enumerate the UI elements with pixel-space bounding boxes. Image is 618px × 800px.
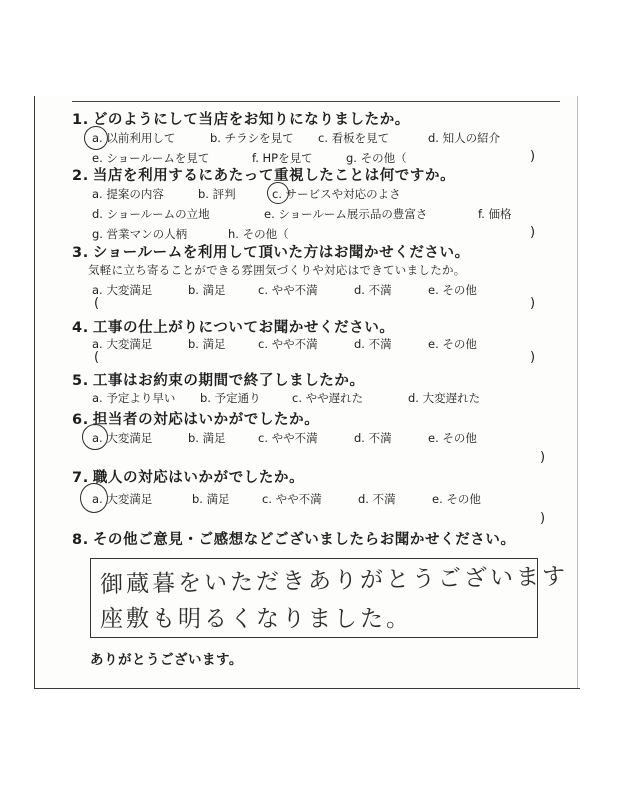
q7-number: 7.	[72, 470, 89, 486]
q5-option-c[interactable]: c. やや遅れた	[292, 391, 364, 405]
q1-option-a[interactable]: a. 以前利用して	[92, 131, 176, 145]
q3-option-b[interactable]: b. 満足	[188, 283, 226, 297]
q6-heading	[72, 408, 319, 429]
q2-option-a[interactable]: a. 提案の内容	[92, 187, 164, 201]
q1-option-b[interactable]: b. チラシを見て	[210, 131, 294, 145]
q4-option-d[interactable]: d. 不満	[354, 337, 392, 351]
q4-option-b[interactable]: b. 満足	[188, 337, 226, 351]
q3-open-paren: (	[94, 296, 100, 311]
q6-text: 担当者の対応はいかがでしたか。	[92, 412, 320, 428]
q2-option-f[interactable]: f. 価格	[478, 207, 512, 221]
q4-option-a[interactable]: a. 大変満足	[92, 337, 153, 351]
q5-option-b[interactable]: b. 予定通り	[200, 391, 261, 405]
q3-heading	[72, 241, 470, 262]
q5-text: 工事はお約束の期間で終了しましたか。	[92, 373, 365, 389]
q5-option-d[interactable]: d. 大変遅れた	[408, 391, 481, 405]
q1-text: どのようにして当店をお知りになりましたか。	[92, 112, 410, 128]
q8-number: 8.	[72, 532, 89, 548]
q8-text: その他ご意見・ご感想などございましたらお聞かせください。	[92, 532, 516, 548]
q4-heading	[72, 316, 395, 337]
q2-option-d[interactable]: d. ショールームの立地	[92, 207, 210, 221]
q2-number: 2.	[72, 168, 89, 184]
q1-option-e[interactable]: e. ショールームを見て	[92, 151, 210, 165]
q5-number: 5.	[72, 373, 89, 389]
q1-answer-circle	[84, 126, 108, 150]
q1-option-g[interactable]: g. その他（	[346, 151, 407, 165]
q6-option-c[interactable]: c. やや不満	[258, 431, 318, 445]
q7-option-d[interactable]: d. 不満	[358, 492, 396, 506]
q1-close-paren: )	[530, 149, 536, 164]
q4-option-e[interactable]: e. その他	[428, 337, 477, 351]
q2-close-paren: )	[530, 225, 536, 240]
q3-option-d[interactable]: d. 不満	[354, 283, 392, 297]
q4-option-c[interactable]: c. やや不満	[258, 337, 318, 351]
q7-option-c[interactable]: c. やや不満	[262, 492, 322, 506]
q6-option-b[interactable]: b. 満足	[188, 431, 226, 445]
q7-close-paren: )	[540, 511, 546, 526]
q5-heading	[72, 369, 365, 390]
q3-text: ショールームを利用して頂いた方はお聞かせください。	[92, 245, 470, 261]
q1-option-f[interactable]: f. HPを見て	[252, 151, 313, 165]
q2-answer-circle	[267, 182, 289, 204]
q7-option-e[interactable]: e. その他	[432, 492, 481, 506]
q1-number: 1.	[72, 112, 89, 128]
q3-option-e[interactable]: e. その他	[428, 283, 477, 297]
q3-subtext: 気軽に立ち寄ることができる雰囲気づくりや対応はできていましたか。	[88, 263, 466, 277]
q4-number: 4.	[72, 320, 89, 336]
q6-option-a[interactable]: a. 大変満足	[92, 431, 153, 445]
q2-option-h[interactable]: h. その他（	[228, 227, 289, 241]
q2-text: 当店を利用するにあたって重視したことは何ですか。	[92, 168, 456, 184]
q2-heading	[72, 164, 455, 185]
q4-text: 工事の仕上がりについてお聞かせください。	[92, 320, 395, 336]
q7-text: 職人の対応はいかがでしたか。	[92, 470, 305, 486]
q3-option-a[interactable]: a. 大変満足	[92, 283, 153, 297]
q8-heading	[72, 528, 516, 549]
q2-option-b[interactable]: b. 評判	[198, 187, 236, 201]
sheet-right-edge	[577, 96, 578, 688]
q1-option-c[interactable]: c. 看板を見て	[318, 131, 390, 145]
q1-heading	[72, 108, 410, 129]
q3-close-paren: )	[530, 296, 536, 311]
q7-option-b[interactable]: b. 満足	[192, 492, 230, 506]
handwritten-comment-line1: 御蔵暮をいただきありがとうございます	[99, 563, 569, 599]
q3-option-c[interactable]: c. やや不満	[258, 283, 318, 297]
q2-option-e[interactable]: e. ショールーム展示品の豊富さ	[264, 207, 428, 221]
top-rule	[72, 101, 560, 102]
q4-close-paren: )	[530, 350, 536, 365]
closing-thanks: ありがとうございます。	[90, 652, 243, 668]
q5-option-a[interactable]: a. 予定より早い	[92, 391, 176, 405]
q2-option-g[interactable]: g. 営業マンの人柄	[92, 227, 188, 241]
q4-open-paren: (	[94, 350, 100, 365]
q7-answer-circle	[80, 483, 108, 513]
q1-option-d[interactable]: d. 知人の紹介	[428, 131, 501, 145]
q6-number: 6.	[72, 412, 89, 428]
q7-option-a[interactable]: a. 大変満足	[92, 492, 153, 506]
q7-heading	[72, 466, 304, 487]
q6-option-e[interactable]: e. その他	[428, 431, 477, 445]
q6-answer-circle	[82, 424, 108, 450]
q2-option-c[interactable]: c. サービスや対応のよさ	[272, 187, 401, 201]
q3-number: 3.	[72, 245, 89, 261]
q6-close-paren: )	[540, 450, 546, 465]
q6-option-d[interactable]: d. 不満	[354, 431, 392, 445]
handwritten-comment-line2: 座敷も明るくなりました。	[100, 606, 412, 632]
